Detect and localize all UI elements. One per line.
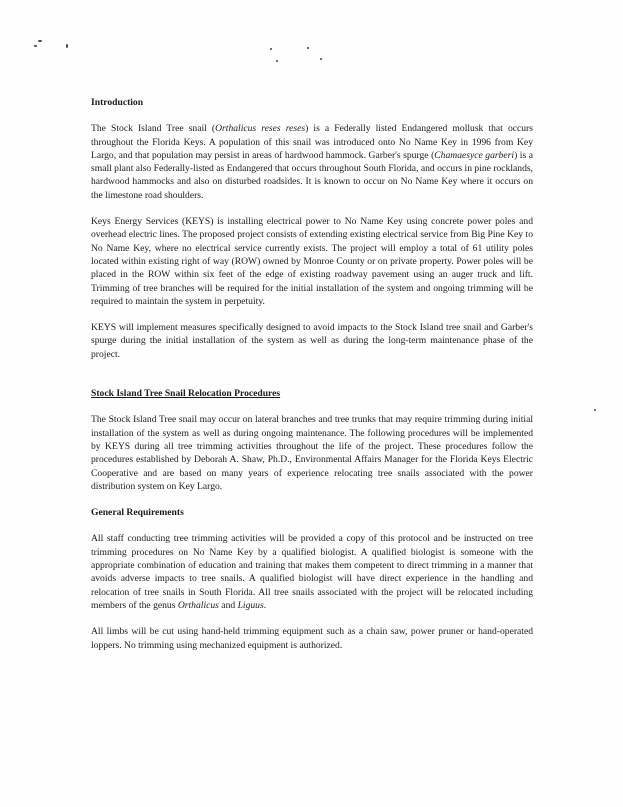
intro-paragraph-3: KEYS will implement measures specifically designed to avoid impacts to the Stock Island tree snail and Garber's spurge during the initial installation of the system as well as during the long-term maintenance phase of the project.	[91, 322, 533, 360]
document-body	[91, 96, 533, 665]
scan-speck	[276, 60, 278, 62]
intro-paragraph-2: Keys Energy Services (KEYS) is installing electrical power to No Name Key using concrete power poles and overhead electric lines. The proposed project consists of extending existing electrical service from Big Pine Key to No Name Key, where no electrical service currently exists. The project will employ a total of 61 utility poles located within existing right of way (ROW) owned by Monroe County or on private property. Power poles will be placed in the ROW within six feet of the edge of existing roadway pavement using an auger truck and lift. Trimming of tree branches will be required for the initial installation of the system and ongoing trimming will be required to maintain the system in perpetuity.	[91, 216, 533, 307]
scan-speck	[38, 40, 42, 42]
general-p1-text-c: .	[263, 599, 267, 611]
scan-speck	[34, 45, 37, 47]
scan-speck	[307, 47, 309, 49]
general-paragraph-1	[91, 532, 533, 612]
intro-p1-text-a: The Stock Island Tree snail (	[91, 123, 216, 135]
scan-speck	[270, 48, 272, 50]
genus-name-orthalicus: Orthalicus	[177, 599, 219, 611]
scan-speck	[66, 44, 68, 48]
intro-paragraph-1	[91, 122, 533, 202]
general-p1-text-b: and	[218, 599, 238, 611]
species-name-snail: Orthalicus reses reses	[215, 123, 306, 135]
species-name-spurge: Chamaesyce garberi	[434, 149, 515, 161]
section-heading-introduction: Introduction	[91, 97, 144, 108]
general-p1-text-a: All staff conducting tree trimming activities will be provided a copy of this protocol and be instructed on tree trimming procedures on No Name Key by a qualified biologist. A qualified biologist is someone with the appropriate combination of education and training that makes them competent to direct trimming in a manner that avoids adverse impacts to tree snails. A qualified biologist will have direct experience in the handling and relocation of tree snails in South Florida. All tree snails associated with the project will be relocated including members of the genus	[91, 533, 533, 611]
intro-p1-text-b: ) is a Federally listed Endangered mollusk that occurs throughout the Florida Keys. A population of this snail was introduced onto No Name Key in 1996 from Key Largo, and that population may persist in areas of hardwood hammock. Garber's spurge (	[91, 123, 533, 161]
genus-name-liguus: Liguus	[237, 599, 264, 611]
general-paragraph-2: All limbs will be cut using hand-held trimming equipment such as a chain saw, power pruner or hand-operated loppers. No trimming using mechanized equipment is authorized.	[91, 626, 533, 651]
scan-speck	[320, 58, 322, 60]
intro-p1-text-c: ) is a small plant also Federally-listed as Endangered that occurs throughout South Florida, and occurs in pine rocklands, hardwood hammocks and also on disturbed roadsides. It is known to occur on No Name Key where it occurs on the limestone road shoulders.	[91, 149, 534, 201]
relocation-paragraph-1: The Stock Island Tree snail may occur on lateral branches and tree trunks that may require trimming during initial installation of the system as well as during ongoing maintenance. The following procedures will be implemented by KEYS during all tree trimming activities throughout the life of the project. These procedures follow the procedures established by Deborah A. Shaw, Ph.D., Environmental Affairs Manager for the Florida Keys Electric Cooperative and are based on many years of experience relocating tree snails associated with the power distribution system on Key Largo.	[91, 414, 533, 492]
section-heading-relocation: Stock Island Tree Snail Relocation Procedures	[91, 388, 281, 400]
section-heading-general-requirements: General Requirements	[91, 507, 184, 519]
scan-speck	[594, 409, 596, 411]
